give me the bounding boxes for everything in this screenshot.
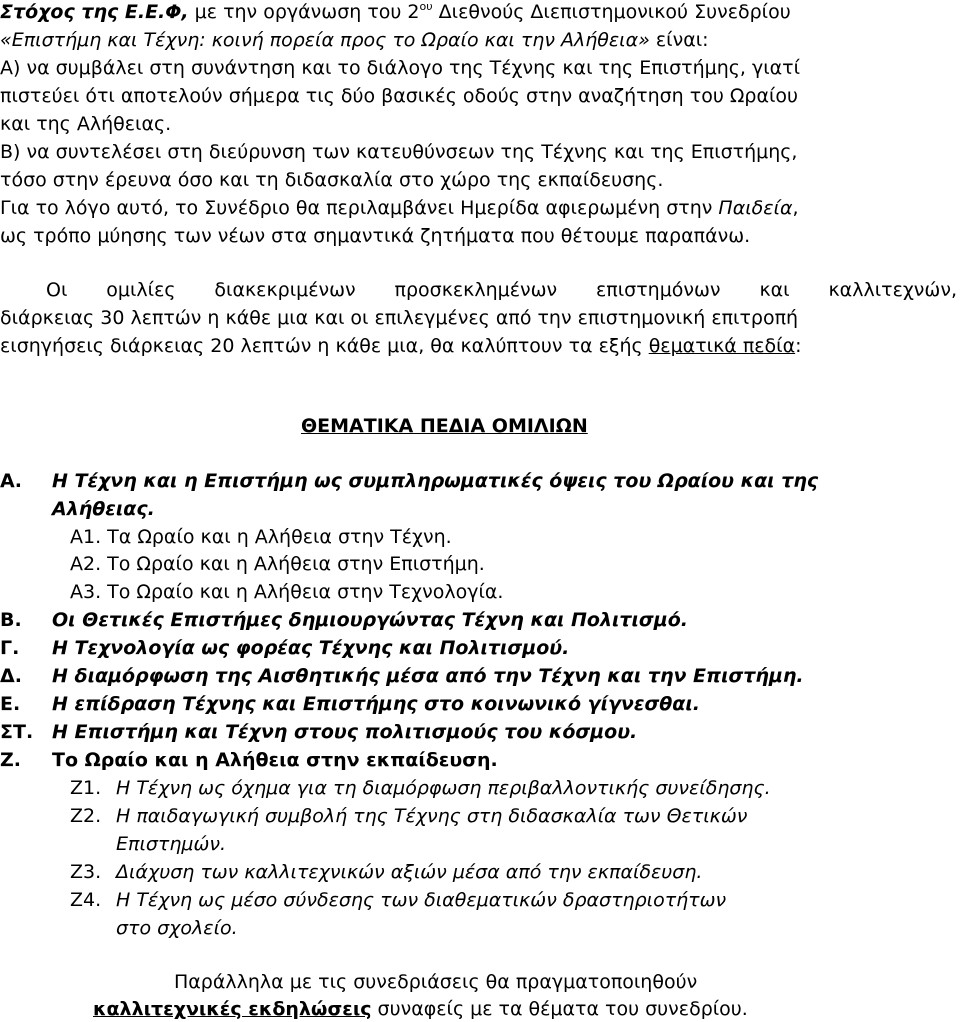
topic-a: Α. Η Τέχνη και η Επιστήμη ως συμπληρωματικές όψεις του Ωραίου και της xyxy=(0,470,819,492)
speeches-line-1: Οι ομιλίες διακεκριμένων προσκεκλημένων επιστημόνων και καλλιτεχνών, xyxy=(46,279,957,301)
topic-b: Β. Οι Θετικές Επιστήμες δημιουργώντας Τέχνη και Πολιτισμό. xyxy=(0,609,688,631)
topic-z1-text: Η Τέχνη ως όχημα για τη διαμόρφωση περιβαλλοντικής συνείδησης. xyxy=(116,777,771,799)
intro-line-7: τόσο στην έρευνα όσο και τη διδασκαλία στο χώρο της εκπαίδευσης. xyxy=(0,169,664,191)
intro-line-3: Α) να συμβάλει στη συνάντηση και το διάλογο της Τέχνης και της Επιστήμης, γιατί xyxy=(0,57,801,79)
intro-line-5: και της Αλήθειας. xyxy=(0,113,172,135)
topic-z2-cont: Επιστημών. xyxy=(116,833,227,855)
closing-line-2: καλλιτεχνικές εκδηλώσεις συναφείς με τα θέματα του συνεδρίου. xyxy=(93,998,748,1020)
section-heading: ΘΕΜΑΤΙΚΑ ΠΕΔΙΑ ΟΜΙΛΙΩΝ xyxy=(301,415,588,437)
topic-z2-text: Η παιδαγωγική συμβολή της Τέχνης στη διδασκαλία των Θετικών xyxy=(116,805,748,827)
topic-d: Δ. Η διαμόρφωση της Αισθητικής μέσα από την Τέχνη και την Επιστήμη. xyxy=(0,665,804,687)
topic-a2: Α2. Το Ωραίο και η Αλήθεια στην Επιστήμη. xyxy=(70,553,485,575)
topic-st: ΣΤ. Η Επιστήμη και Τέχνη στους πολιτισμούς του κόσμου. xyxy=(0,721,638,743)
closing-line-1: Παράλληλα με τις συνεδριάσεις θα πραγματοποιηθούν xyxy=(174,971,698,993)
topic-a1: Α1. Τα Ωραίο και η Αλήθεια στην Τέχνη. xyxy=(70,526,452,548)
topic-a3: Α3. Το Ωραίο και η Αλήθεια στην Τεχνολογία. xyxy=(70,581,504,603)
topic-z4-label: Ζ4. xyxy=(70,889,102,911)
intro-line-6: Β) να συντελέσει στη διεύρυνση των κατευθύνσεων της Τέχνης και της Επιστήμης, xyxy=(0,141,798,163)
topic-a-cont: Αλήθειας. xyxy=(52,498,155,520)
intro-line-9: ως τρόπο μύησης των νέων στα σημαντικά ζητήματα που θέτουμε παραπάνω. xyxy=(0,225,751,247)
intro-line-4: πιστεύει ότι αποτελούν σήμερα τις δύο βασικές οδούς στην αναζήτηση του Ωραίου xyxy=(0,85,799,107)
topic-g: Γ. Η Τεχνολογία ως φορέας Τέχνης και Πολιτισμού. xyxy=(0,637,570,659)
topic-z4-text: Η Τέχνη ως μέσο σύνδεσης των διαθεματικών δραστηριοτήτων xyxy=(116,889,727,911)
topic-e: Ε. Η επίδραση Τέχνης και Επιστήμης στο κοινωνικό γίγνεσθαι. xyxy=(0,693,700,715)
goal-label: Στόχος της Ε.Ε.Φ, xyxy=(0,1,189,23)
topic-z: Ζ. Το Ωραίο και η Αλήθεια στην εκπαίδευση. xyxy=(0,749,498,771)
intro-line-8: Για το λόγο αυτό, το Συνέδριο θα περιλαμβάνει Ημερίδα αφιερωμένη στην Παιδεία, xyxy=(0,197,799,219)
topic-z3-label: Ζ3. xyxy=(70,861,102,883)
topic-z4-cont: στο σχολείο. xyxy=(116,917,238,939)
topic-z1-label: Ζ1. xyxy=(70,777,102,799)
speeches-line-2: διάρκειας 30 λεπτών η κάθε μια και οι επιλεγμένες από την επιστημονική επιτροπή xyxy=(0,307,799,329)
intro-line-1: Στόχος της Ε.Ε.Φ, με την οργάνωση του $2^{o\upsilon}$ Διεθνούς Διεπιστημονικού Συνεδρίου xyxy=(0,0,791,23)
intro-line-2: «Επιστήμη και Τέχνη: κοινή πορεία προς το Ωραίο και την Αλήθεια» είναι: xyxy=(0,29,709,51)
congress-title: «Επιστήμη και Τέχνη: κοινή πορεία προς το Ωραίο και την Αλήθεια» xyxy=(0,29,650,51)
topic-z3-text: Διάχυση των καλλιτεχνικών αξιών μέσα από την εκπαίδευση. xyxy=(116,861,703,883)
speeches-line-3: εισηγήσεις διάρκειας 20 λεπτών η κάθε μια, θα καλύπτουν τα εξής θεματικά πεδία: xyxy=(0,335,802,357)
topic-z2-label: Ζ2. xyxy=(70,805,102,827)
